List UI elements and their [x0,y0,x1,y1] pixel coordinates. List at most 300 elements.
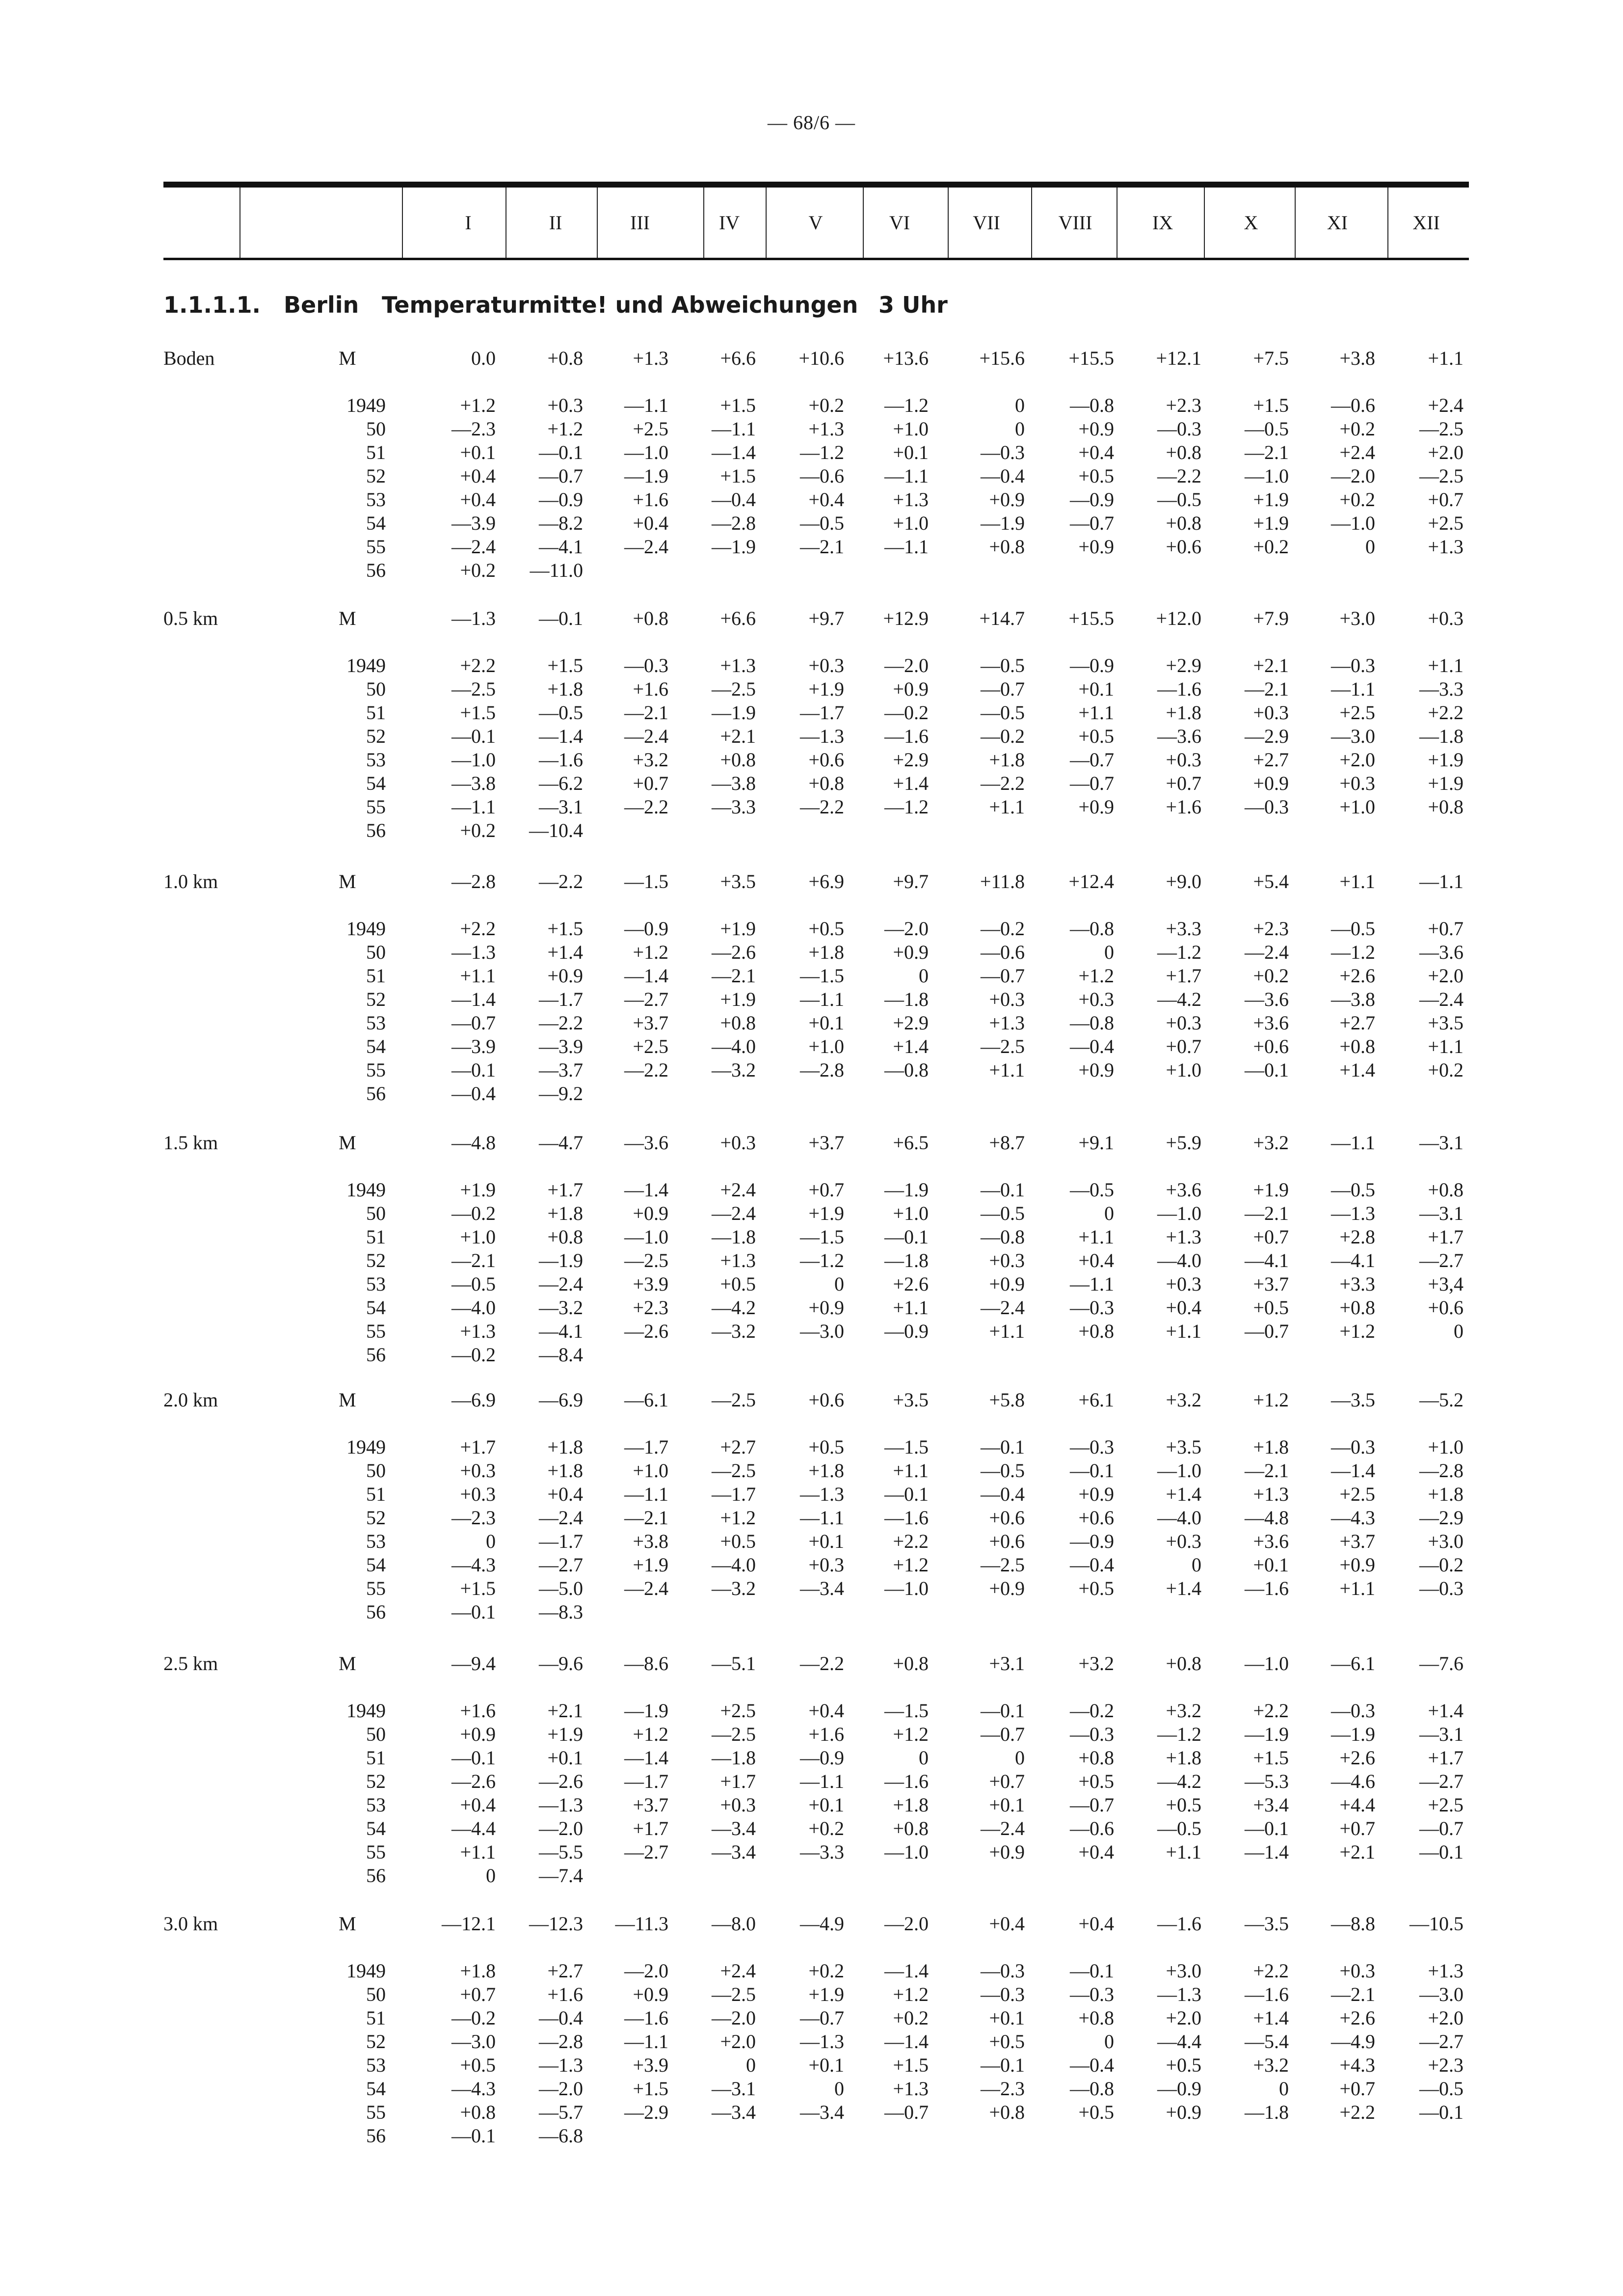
table-cell: —2.2 [981,772,1025,794]
table-cell: —2.1 [712,965,756,987]
year-label: 55 [366,536,386,558]
table-cell: —4.1 [539,536,583,558]
table-cell: —2.3 [452,1507,496,1529]
year-label: 53 [366,488,386,511]
table-cell: —0.5 [1419,2078,1463,2100]
table-cell: —1.8 [1419,725,1463,747]
table-cell: +1.8 [1166,1747,1201,1769]
table-cell: —1.1 [800,1770,844,1792]
mean-value: —4.9 [800,1913,844,1935]
table-cell: 0 [1454,1320,1463,1342]
table-cell: +3.9 [633,1273,668,1295]
table-cell: —0.5 [1245,418,1289,440]
table-cell: —3.2 [539,1297,583,1319]
month-header-vi: VI [889,212,910,234]
table-cell: —0.1 [981,1700,1025,1722]
mean-value: +6.6 [720,347,756,369]
mean-value: —9.6 [539,1652,583,1675]
table-cell: +0.1 [1253,1554,1289,1576]
table-cell: +0.9 [547,965,583,987]
year-label: 56 [366,819,386,841]
table-cell: —0.1 [452,1601,496,1623]
mean-value: —3.5 [1245,1913,1289,1935]
table-cell: —1.4 [884,2030,929,2053]
table-cell: —4.3 [452,1554,496,1576]
table-cell: +1.3 [893,2078,929,2100]
table-cell: —0.3 [1070,1983,1114,2005]
mean-value: —4.8 [452,1132,496,1154]
table-cell: +2.4 [720,1179,756,1201]
table-cell: +0.9 [808,1297,844,1319]
table-cell: —3.6 [1245,988,1289,1010]
mean-value: +1.3 [633,347,668,369]
table-cell: +1.9 [808,1983,844,2005]
table-cell: +0.3 [1166,1273,1201,1295]
table-cell: —0.4 [539,2007,583,2029]
mean-value: —6.9 [452,1389,496,1411]
mean-value: —1.6 [1157,1913,1201,1935]
mean-value: —2.2 [800,1652,844,1675]
table-cell: —1.0 [1157,1202,1201,1224]
table-cell: —2.7 [539,1554,583,1576]
table-cell: +0.6 [989,1507,1025,1529]
mean-value: —8.6 [624,1652,668,1675]
year-label: 50 [366,678,386,700]
table-cell: —0.3 [981,1960,1025,1982]
year-label: 54 [366,1035,386,1057]
table-cell: —1.5 [884,1436,929,1458]
year-label: 53 [366,1273,386,1295]
table-cell: —1.0 [1331,512,1375,534]
mean-value: —12.3 [529,1913,583,1935]
table-cell: —2.1 [1245,1202,1289,1224]
table-cell: —0.7 [884,2101,929,2123]
table-cell: —0.1 [452,1747,496,1769]
year-label: 53 [366,749,386,771]
table-cell: —2.4 [624,1577,668,1599]
table-cell: +0.1 [460,441,496,463]
table-cell: +0.4 [460,1794,496,1816]
table-cell: +2.1 [1253,654,1289,676]
table-cell: —1.2 [1157,1723,1201,1745]
table-cell: —6.8 [539,2125,583,2147]
table-cell: +1.2 [633,941,668,963]
table-cell: +0.1 [989,1794,1025,1816]
table-cell: —0.9 [800,1747,844,1769]
table-cell: +1.3 [1428,1960,1463,1982]
table-cell: —1.9 [981,512,1025,534]
table-cell: —2.5 [981,1554,1025,1576]
table-cell: +1.1 [893,1297,929,1319]
table-cell: +1.0 [808,1035,844,1057]
table-cell: +0.2 [460,819,496,841]
table-cell: —0.5 [981,1202,1025,1224]
year-label: 52 [366,2030,386,2053]
table-cell: +3.0 [1428,1530,1463,1552]
table-cell: —0.1 [981,1179,1025,1201]
year-label: 52 [366,1770,386,1792]
table-cell: —1.1 [624,394,668,416]
table-cell: —2.5 [1419,418,1463,440]
table-cell: +0.9 [989,488,1025,511]
table-cell: +0.9 [633,1983,668,2005]
mean-value: —3.1 [1419,1132,1463,1154]
table-cell: —3.4 [800,1577,844,1599]
table-cell: +2.6 [1339,965,1375,987]
year-label: 52 [366,1249,386,1271]
table-cell: +1.6 [633,678,668,700]
month-header-x: X [1244,212,1258,234]
table-cell: +0.9 [989,1577,1025,1599]
table-cell: +1.8 [547,1202,583,1224]
table-cell: +3.6 [1253,1530,1289,1552]
table-cell: —1.4 [624,1747,668,1769]
level-label: 2.5 km [163,1652,218,1675]
table-cell: +2.6 [1339,2007,1375,2029]
table-cell: —3.3 [1419,678,1463,700]
mean-value: —2.0 [884,1913,929,1935]
year-label: 51 [366,1226,386,1248]
table-cell: +1.1 [1166,1841,1201,1863]
table-cell: —1.8 [712,1226,756,1248]
table-cell: +0.9 [1078,1483,1114,1505]
table-cell: —1.2 [1157,941,1201,963]
table-cell: +0.9 [1339,1554,1375,1576]
table-cell: —4.3 [452,2078,496,2100]
table-cell: —2.1 [1331,1983,1375,2005]
table-cell: +1.7 [1166,965,1201,987]
table-cell: +0.9 [893,678,929,700]
table-cell: —2.1 [452,1249,496,1271]
table-cell: —0.1 [452,725,496,747]
table-cell: —0.2 [1419,1554,1463,1576]
table-cell: +2.5 [1428,512,1463,534]
table-cell: —3.9 [452,1035,496,1057]
table-cell: —4.8 [1245,1507,1289,1529]
table-cell: +0.7 [1428,488,1463,511]
table-cell: +0.2 [1428,1059,1463,1081]
table-cell: +0.8 [1078,1320,1114,1342]
table-cell: +0.1 [989,2007,1025,2029]
table-cell: —0.5 [981,702,1025,724]
table-cell: +0.1 [808,1794,844,1816]
table-cell: —1.6 [624,2007,668,2029]
table-cell: +0.3 [547,394,583,416]
table-cell: +1.4 [893,772,929,794]
table-cell: —5.4 [1245,2030,1289,2053]
year-label: 53 [366,1794,386,1816]
table-cell: 0 [486,1864,496,1887]
table-cell: +2.3 [1166,394,1201,416]
table-cell: 0 [486,1530,496,1552]
table-cell: +3.5 [1166,1436,1201,1458]
table-cell: +1.7 [460,1436,496,1458]
table-cell: +2.3 [1253,918,1289,940]
table-cell: —2.1 [1245,678,1289,700]
table-cell: +1.9 [808,1202,844,1224]
table-cell: —4.2 [1157,988,1201,1010]
table-cell: +0.5 [1078,1770,1114,1792]
month-header-v: V [808,212,823,234]
table-cell: —0.7 [1070,749,1114,771]
table-cell: +1.2 [720,1507,756,1529]
table-cell: +0.2 [1339,488,1375,511]
year-label: 53 [366,2054,386,2076]
table-cell: —2.8 [800,1059,844,1081]
table-cell: —4.0 [1157,1249,1201,1271]
table-cell: —2.9 [1419,1507,1463,1529]
table-cell: +1.8 [893,1794,929,1816]
table-cell: —1.6 [884,1507,929,1529]
table-cell: —2.2 [624,796,668,818]
table-cell: —3.1 [539,796,583,818]
table-cell: +1.0 [893,418,929,440]
mean-value: +5.8 [989,1389,1025,1411]
table-cell: +1.5 [720,465,756,487]
table-cell: —2.0 [539,1817,583,1839]
table-cell: —3.1 [712,2078,756,2100]
table-cell: +1.2 [547,418,583,440]
table-cell: —2.7 [1419,2030,1463,2053]
table-cell: —0.3 [1070,1297,1114,1319]
table-cell: —2.4 [539,1273,583,1295]
table-cell: +0.3 [1253,702,1289,724]
table-cell: —4.1 [539,1320,583,1342]
table-cell: —0.1 [1245,1817,1289,1839]
table-cell: —0.2 [452,1202,496,1224]
table-cell: +2.7 [1339,1012,1375,1034]
table-cell: —0.4 [712,488,756,511]
table-cell: +0.7 [460,1983,496,2005]
table-cell: +0.1 [893,441,929,463]
table-cell: +2.2 [1253,1960,1289,1982]
table-cell: +0.9 [989,1841,1025,1863]
table-cell: —4.4 [1157,2030,1201,2053]
table-cell: —1.2 [884,796,929,818]
table-cell: +1.0 [633,1459,668,1482]
month-header-vii: VII [973,212,1000,234]
mean-value: +3.5 [720,870,756,892]
table-cell: +1.8 [808,941,844,963]
mean-label: M [339,1389,356,1411]
level-label: 0.5 km [163,607,218,629]
mean-value: —8.8 [1331,1913,1375,1935]
table-cell: +1.5 [1253,1747,1289,1769]
table-cell: —2.4 [624,536,668,558]
table-cell: +0.8 [720,749,756,771]
table-cell: —3.3 [712,796,756,818]
table-cell: +1.9 [633,1554,668,1576]
table-cell: +1.9 [1253,488,1289,511]
table-cell: +2.3 [633,1297,668,1319]
table-cell: +2.9 [893,749,929,771]
table-cell: +0.4 [633,512,668,534]
table-cell: —0.7 [1070,772,1114,794]
table-cell: +1.3 [720,654,756,676]
table-cell: —0.3 [1070,1723,1114,1745]
mean-value: —1.1 [1331,1132,1375,1154]
table-cell: +1.7 [720,1770,756,1792]
mean-value: +3.5 [893,1389,929,1411]
mean-value: +6.9 [808,870,844,892]
table-title: Temperaturmitte! und Abweichungen [382,292,858,318]
table-cell: +0.3 [808,1554,844,1576]
table-cell: —2.8 [539,2030,583,2053]
table-cell: +1.8 [547,678,583,700]
year-label: 51 [366,441,386,463]
section-number: 1.1.1.1. [163,292,261,318]
table-cell: +1.1 [989,1320,1025,1342]
table-cell: +0.3 [1339,1960,1375,1982]
table-cell: +0.4 [808,1700,844,1722]
table-cell: —1.4 [1245,1841,1289,1863]
year-label: 1949 [346,918,386,940]
mean-value: —11.3 [615,1913,668,1935]
table-cell: +0.2 [893,2007,929,2029]
mean-label: M [339,1913,356,1935]
table-cell: +0.5 [720,1530,756,1552]
table-cell: +1.3 [893,488,929,511]
table-cell: —1.9 [884,1179,929,1201]
table-cell: —0.2 [452,1344,496,1366]
table-cell: —2.6 [452,1770,496,1792]
mean-value: +13.6 [883,347,929,369]
table-cell: —1.6 [884,1770,929,1792]
table-cell: —1.5 [800,1226,844,1248]
table-cell: +1.7 [1428,1226,1463,1248]
year-label: 50 [366,1459,386,1482]
table-cell: +0.3 [989,1249,1025,1271]
table-cell: —0.4 [1070,1554,1114,1576]
mean-value: +0.3 [720,1132,756,1154]
table-cell: +1.1 [1428,1035,1463,1057]
table-cell: —1.9 [624,465,668,487]
table-cell: —0.3 [624,654,668,676]
table-cell: +1.0 [893,512,929,534]
level-label: 3.0 km [163,1913,218,1935]
year-label: 1949 [346,1700,386,1722]
table-cell: +1.9 [720,988,756,1010]
table-cell: —0.3 [1331,654,1375,676]
mean-value: +3.7 [808,1132,844,1154]
table-cell: —4.0 [712,1035,756,1057]
table-cell: +2.0 [1428,2007,1463,2029]
mean-value: —6.1 [1331,1652,1375,1675]
table-cell: —0.7 [452,1012,496,1034]
table-cell: +0.8 [893,1817,929,1839]
table-cell: +2.7 [547,1960,583,1982]
table-cell: —3.4 [800,2101,844,2123]
mean-value: —0.1 [539,607,583,629]
header-divider [402,188,403,258]
table-cell: —1.6 [1157,678,1201,700]
table-cell: +2.7 [1253,749,1289,771]
table-cell: +2.5 [1339,702,1375,724]
table-cell: +0.3 [720,1794,756,1816]
table-cell: —0.1 [1419,2101,1463,2123]
mean-value: +14.7 [979,607,1025,629]
table-cell: +0.8 [1078,2007,1114,2029]
table-cell: +1.4 [1253,2007,1289,2029]
table-cell: +1.1 [460,965,496,987]
mean-value: +0.3 [1428,607,1463,629]
table-cell: +2.1 [1339,1841,1375,1863]
table-cell: —3.9 [452,512,496,534]
mean-value: +12.0 [1156,607,1201,629]
table-cell: —4.9 [1331,2030,1375,2053]
table-cell: +0.9 [893,941,929,963]
table-cell: —1.1 [884,536,929,558]
table-cell: +1.5 [893,2054,929,2076]
table-cell: +3.2 [1253,2054,1289,2076]
year-label: 51 [366,1483,386,1505]
table-cell: +0.2 [460,559,496,581]
table-cell: +1.0 [1428,1436,1463,1458]
month-header-xi: XI [1327,212,1348,234]
table-cell: +1.2 [633,1723,668,1745]
year-label: 50 [366,1983,386,2005]
table-cell: +1.7 [633,1817,668,1839]
table-cell: +1.4 [547,941,583,963]
table-cell: —1.1 [800,988,844,1010]
table-cell: —1.1 [624,2030,668,2053]
table-cell: —2.6 [624,1320,668,1342]
table-cell: —0.1 [884,1226,929,1248]
table-cell: +1.1 [1339,1577,1375,1599]
mean-value: —1.3 [452,607,496,629]
year-label: 56 [366,2125,386,2147]
mean-value: +1.1 [1339,870,1375,892]
mean-value: +5.9 [1166,1132,1201,1154]
table-cell: +1.3 [460,1320,496,1342]
table-cell: —1.9 [1331,1723,1375,1745]
table-cell: —1.0 [884,1577,929,1599]
table-cell: +1.9 [1253,1179,1289,1201]
table-cell: —0.7 [800,2007,844,2029]
table-cell: —3.8 [712,772,756,794]
mean-value: +8.7 [989,1132,1025,1154]
table-cell: —1.1 [624,1483,668,1505]
table-cell: —0.1 [539,441,583,463]
table-cell: —2.1 [1245,441,1289,463]
table-cell: +0.9 [460,1723,496,1745]
table-cell: —1.3 [1331,1202,1375,1224]
table-cell: +1.0 [1339,796,1375,818]
table-cell: —0.9 [1070,654,1114,676]
table-cell: —0.2 [1070,1700,1114,1722]
table-cell: —1.3 [1157,1983,1201,2005]
table-cell: +0.8 [989,2101,1025,2123]
table-cell: +3.6 [1253,1012,1289,1034]
table-cell: +0.3 [989,988,1025,1010]
table-cell: +1.6 [808,1723,844,1745]
table-cell: +3.3 [1166,918,1201,940]
table-cell: —2.2 [539,1012,583,1034]
table-cell: 0 [834,2078,844,2100]
table-cell: —2.4 [539,1507,583,1529]
table-cell: —1.4 [712,441,756,463]
table-cell: +1.8 [460,1960,496,1982]
mean-value: +0.8 [893,1652,929,1675]
table-cell: —0.9 [884,1320,929,1342]
table-cell: —0.3 [1157,418,1201,440]
table-cell: —1.4 [452,988,496,1010]
table-cell: —0.2 [452,2007,496,2029]
table-cell: +1.2 [1078,965,1114,987]
table-cell: —0.9 [624,918,668,940]
table-cell: +0.4 [460,488,496,511]
table-cell: +1.2 [893,1554,929,1576]
